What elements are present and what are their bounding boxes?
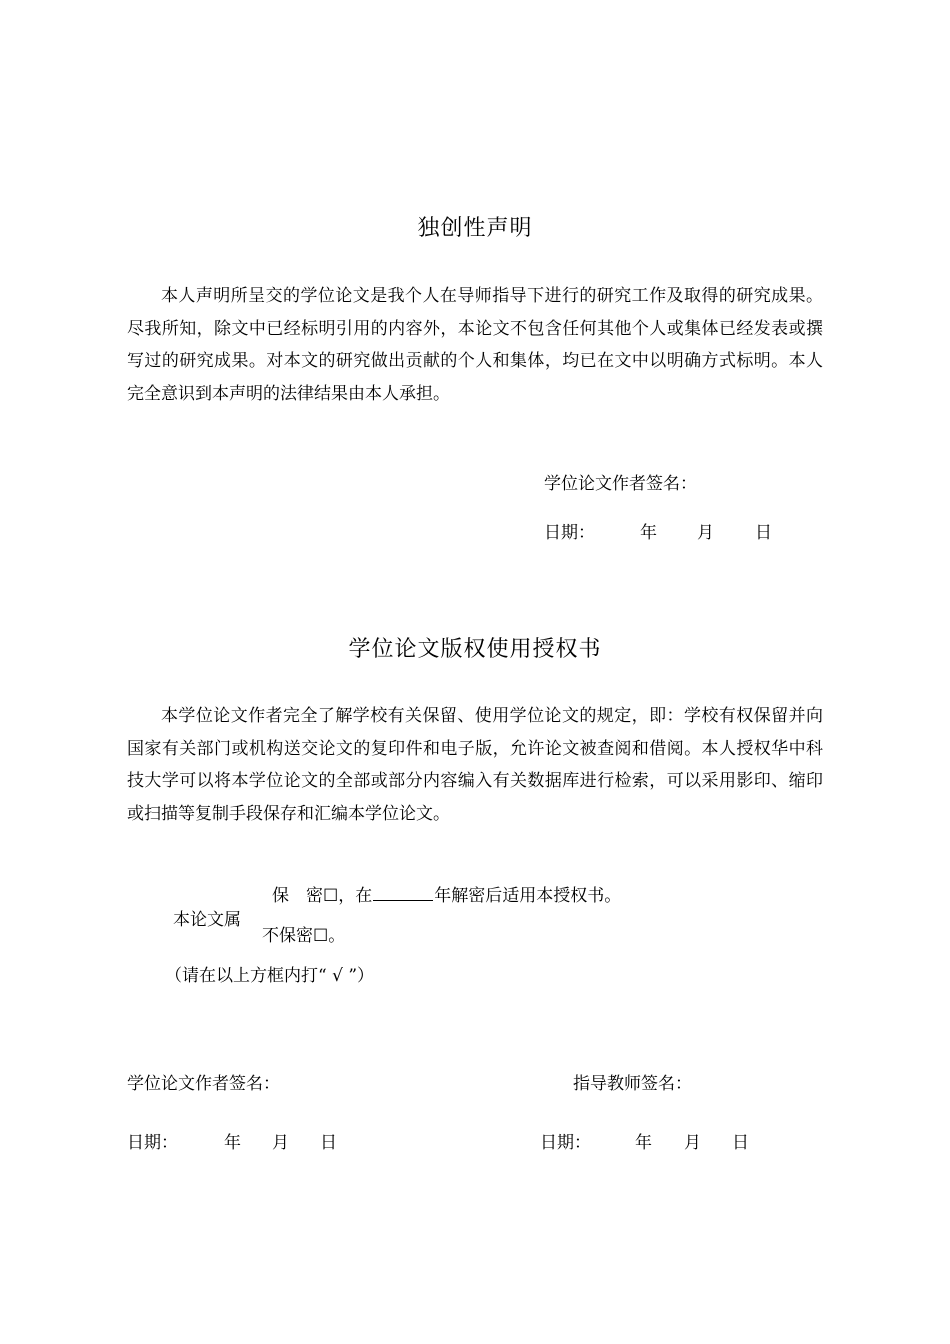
secret-suffix: 年解密后适用本授权书。 — [434, 886, 622, 906]
declaration-date-label: 日期： — [544, 523, 595, 543]
advisor-year: 年 — [635, 1133, 652, 1153]
authorization-title: 学位论文版权使用授权书 — [348, 637, 602, 662]
declaration-month: 月 — [697, 523, 714, 543]
declaration-year: 年 — [640, 523, 657, 543]
author-year: 年 — [224, 1133, 241, 1153]
author-date-label: 日期： — [127, 1133, 178, 1153]
author-day: 日 — [320, 1133, 337, 1153]
secret-option-line — [272, 881, 621, 906]
advisor-date-label: 日期： — [540, 1133, 591, 1153]
advisor-month: 月 — [684, 1133, 701, 1153]
advisor-signature-label: 指导教师签名： — [573, 1074, 692, 1094]
author-signature-label: 学位论文作者签名： — [127, 1074, 280, 1094]
author-month: 月 — [272, 1133, 289, 1153]
check-note: （请在以上方框内打“ √ ”） — [165, 966, 375, 986]
secret-option: 保 密☐，在 — [272, 886, 373, 906]
declaration-title: 独创性声明 — [417, 216, 533, 241]
advisor-day: 日 — [732, 1133, 749, 1153]
declaration-signature-label: 学位论文作者签名： — [544, 474, 697, 494]
decrypt-year-blank — [373, 883, 433, 901]
declaration-body: 本人声明所呈交的学位论文是我个人在导师指导下进行的研究工作及取得的研究成果。尽我所知，除文中已经标明引用的内容外，本论文不包含任何其他个人或集体已经发表或撰写过的研究成果。对本文的研究做出贡献的个人和集体，均已在文中以明确方式标明。本人完全意识到本声明的法律结果由本人承担。 — [127, 286, 823, 404]
authorization-body: 本学位论文作者完全了解学校有关保留、使用学位论文的规定，即：学校有权保留并向国家有关部门或机构送交论文的复印件和电子版，允许论文被查阅和借阅。本人授权华中科技大学可以将本学位论文的全部或部分内容编入有关数据库进行检索，可以采用影印、缩印或扫描等复制手段保存和汇编本学位论文。 — [127, 706, 823, 824]
not-secret-option: 不保密☐。 — [262, 926, 346, 946]
declaration-day: 日 — [755, 523, 772, 543]
belongs-label: 本论文属 — [173, 910, 241, 930]
